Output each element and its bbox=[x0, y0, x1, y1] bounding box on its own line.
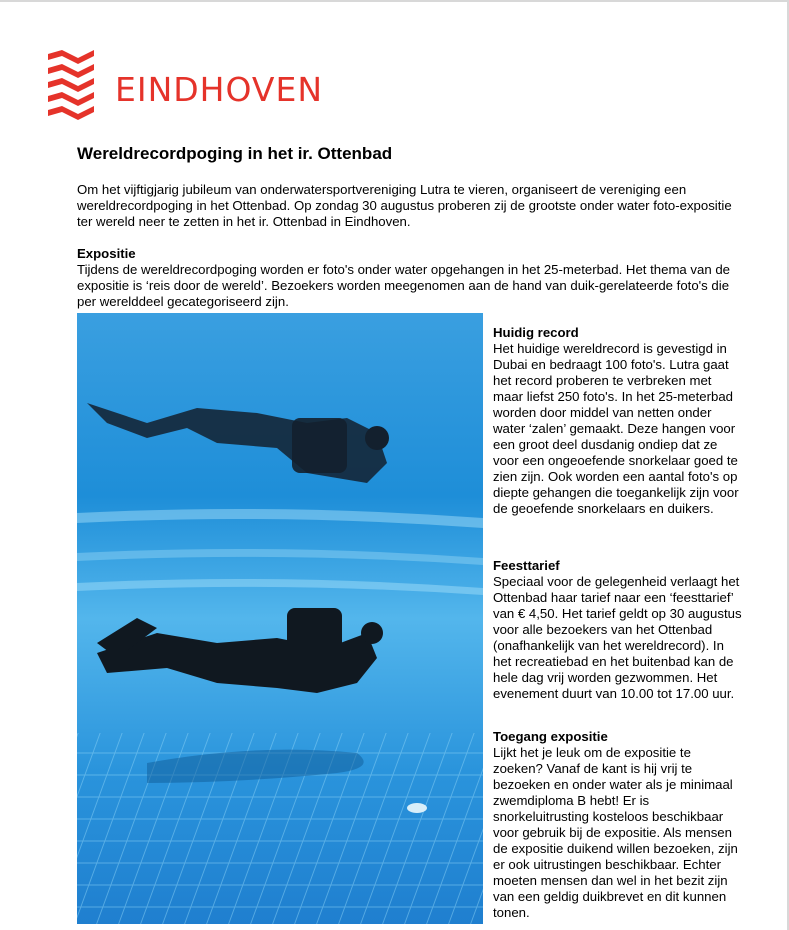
underwater-diver-photo bbox=[77, 313, 483, 924]
huidig-record-paragraph: Het huidige wereldrecord is gevestigd in Dubai en bedraagt 100 foto's. Lutra gaat het record proberen te verbreken met maar liefst 250 foto's. In het 25-meterbad worden door middel van netten onder water ‘zalen’ gemaakt. Deze hangen voor een groot deel dusdanig ondiep dat ze voor een ongeoefende snorkelaar goed te zien zijn. Ook worden een aantal foto's op diepte gehangen die toegankelijk zijn voor de geoefende snorkelaars en duikers. bbox=[493, 341, 739, 516]
toegang-expositie-paragraph: Lijkt het je leuk om de expositie te zoeken? Vanaf de kant is hij vrij te bezoeken en onder water als je minimaal zwemdiploma B hebt! Er is snorkeluitrusting kosteloos beschikbaar voor gebruik bij de expositie. Als mensen de expositie duikend willen bezoeken, zijn er ook uitrustingen beschikbaar. Echter moeten mensen dan wel in het bezit zijn van een geldig duikbrevet en dit kunnen tonen. bbox=[493, 745, 738, 920]
toegang-expositie-heading: Toegang expositie bbox=[493, 729, 608, 744]
logo-wordmark: EINDHOVEN bbox=[115, 70, 323, 109]
page-border-top bbox=[0, 0, 789, 2]
expositie-heading: Expositie bbox=[77, 246, 136, 261]
huidig-record-heading: Huidig record bbox=[493, 325, 579, 340]
feesttarief-paragraph: Speciaal voor de gelegenheid verlaagt het Ottenbad haar tarief naar een ‘feesttarief’ van € 4,50. Het tarief geldt op 30 augustus voor alle bezoekers van het Ottenbad (onafhankelijk van het wereldrecord). In het recreatiebad en het buitenbad kan de hele dag vrij worden gezwommen. Het evenement duurt van 10.00 tot 17.00 uur. bbox=[493, 574, 742, 701]
feesttarief-heading: Feesttarief bbox=[493, 558, 560, 573]
intro-paragraph: Om het vijftigjarig jubileum van onderwatersportvereniging Lutra te vieren, organiseert de vereniging een wereldrecordpoging in het Ottenbad. Op zondag 30 augustus proberen zij de grootste onder water foto-expositie ter wereld neer te zetten in het ir. Ottenbad in Eindhoven. bbox=[77, 182, 732, 229]
page-title: Wereldrecordpoging in het ir. Ottenbad bbox=[77, 144, 393, 163]
wave-logo-icon bbox=[48, 50, 108, 128]
eindhoven-logo bbox=[48, 50, 323, 128]
expositie-paragraph: Tijdens de wereldrecordpoging worden er foto's onder water opgehangen in het 25-meterbad. Het thema van de expositie is ‘reis door de wereld’. Bezoekers worden meegenomen aan de hand van duik-gerelateerde foto's die per werelddeel gecategoriseerd zijn. bbox=[77, 262, 731, 309]
